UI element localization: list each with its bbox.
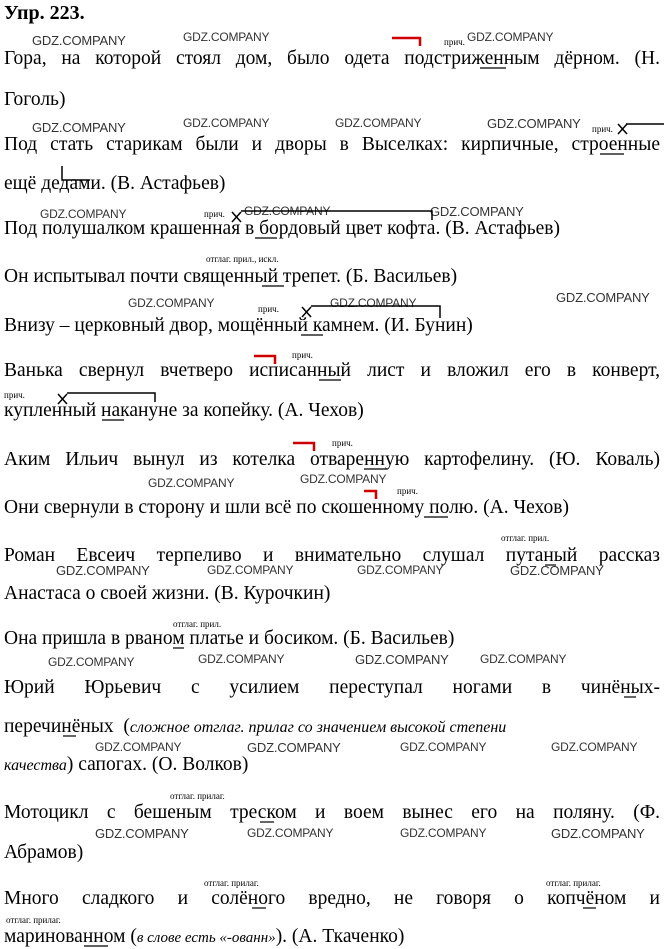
suffix-mark: [254, 356, 275, 364]
text-line: Гора, на которой стоял дом, было одета подстриженным дёрном. (Н.: [4, 48, 660, 69]
text-line: Юрий Юрьевич с усилием переступал ногами в чинёных-: [4, 677, 660, 698]
watermark: GDZ.COMPANY: [400, 740, 487, 754]
text-line: перечинёных (сложное отглаг. прилаг со значением высокой степени: [4, 716, 507, 737]
watermark: GDZ.COMPANY: [56, 563, 150, 578]
text-line: Гоголь): [4, 89, 66, 110]
word: маринованном: [4, 926, 126, 947]
note-otglag: отглаг. прилаг.: [6, 915, 61, 925]
watermark: GDZ.COMPANY: [95, 740, 182, 754]
exercise-title: Упр. 223.: [4, 2, 85, 24]
note-prich: прич.: [444, 37, 465, 47]
note-otglag: отглаг. прилаг.: [170, 791, 225, 801]
suffix-mark: [364, 491, 376, 499]
watermark: GDZ.COMPANY: [48, 655, 135, 669]
watermark: GDZ.COMPANY: [183, 30, 270, 44]
text-line: Под стать старикам были и дворы в Выселках: кирпичные, строенные: [4, 134, 660, 155]
watermark: GDZ.COMPANY: [247, 740, 341, 755]
watermark: GDZ.COMPANY: [357, 563, 444, 577]
watermark: GDZ.COMPANY: [330, 296, 417, 310]
watermark: GDZ.COMPANY: [207, 563, 294, 577]
watermark: GDZ.COMPANY: [487, 116, 581, 131]
watermark: GDZ.COMPANY: [40, 207, 127, 221]
watermark: GDZ.COMPANY: [244, 204, 331, 218]
phrase-bracket: [58, 393, 155, 404]
watermark: GDZ.COMPANY: [95, 826, 189, 841]
text-line: купленный накануне за копейку. (А. Чехов): [4, 400, 364, 421]
watermark: GDZ.COMPANY: [400, 826, 487, 840]
note-otglag: отглаг. прил., искл.: [206, 254, 279, 264]
text-line: Анастаса о своей жизни. (В. Курочкин): [4, 583, 331, 604]
text-tail: ) сапогах. (О. Волков): [66, 754, 249, 775]
watermark: GDZ.COMPANY: [551, 826, 645, 841]
watermark: GDZ.COMPANY: [32, 120, 126, 135]
watermark: GDZ.COMPANY: [480, 652, 567, 666]
text-line: ещё дедами. (В. Астафьев): [4, 173, 226, 194]
text-line: Он испытывал почти священный трепет. (Б. Васильев): [4, 266, 458, 287]
watermark: GDZ.COMPANY: [198, 652, 285, 666]
watermark: GDZ.COMPANY: [430, 204, 524, 219]
italic-comment: сложное отглаг. прилаг со значением высокой степени: [129, 719, 507, 736]
text-line: маринованном (в слове есть «-ованн»). (А. Ткаченко): [4, 926, 405, 947]
italic-comment: в слове есть «-ованн»: [136, 930, 276, 946]
text-line: Аким Ильич вынул из котелка отваренную картофелину. (Ю. Коваль): [4, 449, 660, 470]
word: перечинёных: [4, 716, 114, 737]
italic-comment: качества: [4, 757, 67, 774]
watermark: GDZ.COMPANY: [247, 826, 334, 840]
watermark: GDZ.COMPANY: [128, 296, 215, 310]
text-line: Под полушалком крашенная в бордовый цвет кофта. (В. Астафьев): [4, 218, 560, 239]
note-prich: прич.: [4, 390, 25, 400]
watermark: GDZ.COMPANY: [355, 652, 449, 667]
text-line: Внизу – церковный двор, мощённый камнем. (И. Бунин): [4, 315, 473, 336]
watermark: GDZ.COMPANY: [551, 740, 638, 754]
watermark: GDZ.COMPANY: [183, 116, 270, 130]
text-line: Они свернули в сторону и шли всё по скошенному полю. (А. Чехов): [4, 497, 569, 518]
text-tail: ). (А. Ткаченко): [275, 926, 405, 947]
text-line: Ванька свернул вчетверо исписанный лист и вложил его в конверт,: [4, 360, 660, 381]
watermark: GDZ.COMPANY: [467, 30, 554, 44]
note-otglag: отглаг. прил.: [173, 619, 222, 629]
text-line: Много сладкого и солёного вредно, не говоря о копчёном и: [4, 888, 660, 909]
text-line: Мотоцикл с бешеным треском и воем вынес его на поляну. (Ф.: [4, 802, 660, 823]
watermark: GDZ.COMPANY: [510, 563, 604, 578]
phrase-bracket: [618, 124, 664, 134]
note-otglag: отглаг. прилаг.: [546, 878, 601, 888]
suffix-mark: [293, 443, 314, 451]
note-otglag: отглаг. прилаг.: [204, 878, 259, 888]
watermark: GDZ.COMPANY: [300, 472, 387, 486]
phrase-bracket: [232, 211, 432, 222]
note-prich: прич.: [204, 209, 225, 219]
watermark: GDZ.COMPANY: [335, 116, 422, 130]
watermark: GDZ.COMPANY: [556, 290, 650, 305]
note-prich: прич.: [592, 124, 613, 134]
watermark: GDZ.COMPANY: [148, 476, 235, 490]
watermark: GDZ.COMPANY: [32, 33, 126, 48]
phrase-bracket: [302, 306, 440, 318]
text-line: Она пришла в рваном платье и босиком. (Б. Васильев): [4, 628, 455, 649]
note-otglag: отглаг. прил.: [501, 533, 550, 543]
note-prich: прич.: [332, 438, 353, 448]
note-prich: прич.: [292, 350, 313, 360]
suffix-mark: [392, 38, 420, 46]
text-line: Абрамов): [4, 842, 84, 863]
note-prich: прич.: [397, 486, 418, 496]
text-line: Роман Евсеич терпеливо и внимательно слушал путаный рассказ: [4, 545, 660, 566]
phrase-bracket: [62, 166, 90, 180]
note-prich: прич.: [258, 304, 279, 314]
